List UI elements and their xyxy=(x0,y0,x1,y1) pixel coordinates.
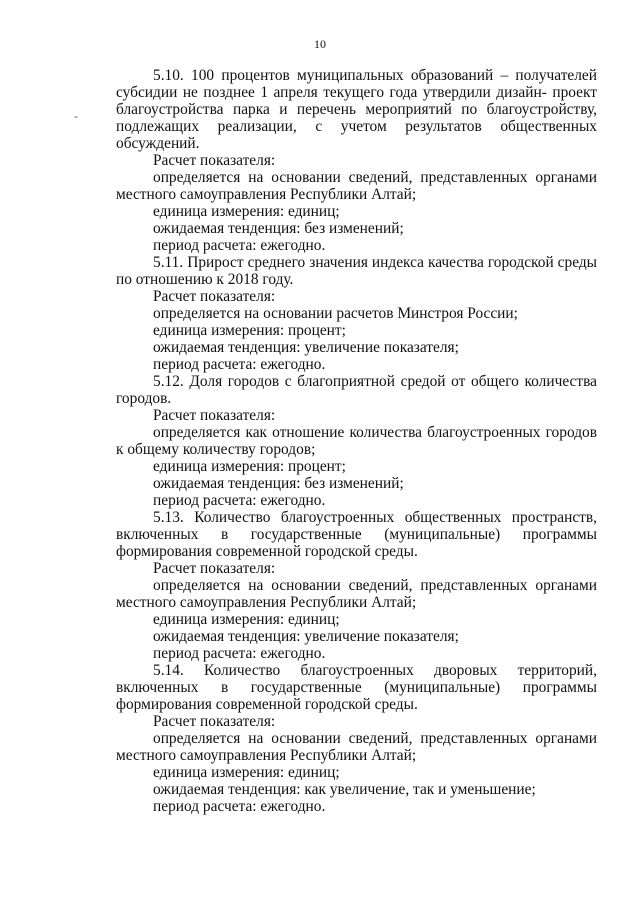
calculation-method: определяется как отношение количества благоустроенных городов к общему количеству городов; xyxy=(116,424,597,458)
section-paragraph-5-11: 5.11. Прирост среднего значения индекса качества городской среды по отношению к 2018 году. xyxy=(116,254,597,288)
calculation-method: определяется на основании сведений, представленных органами местного самоуправления Республики Алтай; xyxy=(116,577,597,611)
section-paragraph-5-12: 5.12. Доля городов с благоприятной средой от общего количества городов. xyxy=(116,373,597,407)
expected-trend: ожидаемая тенденция: без изменений; xyxy=(153,475,404,492)
document-body xyxy=(116,67,597,815)
expected-trend: ожидаемая тенденция: без изменений; xyxy=(153,220,404,237)
calculation-period: период расчета: ежегодно. xyxy=(153,798,326,815)
measurement-unit: единица измерения: процент; xyxy=(153,458,346,475)
calculation-heading: Расчет показателя: xyxy=(153,152,276,169)
measurement-unit: единица измерения: единиц; xyxy=(153,611,340,628)
calculation-period: период расчета: ежегодно. xyxy=(153,237,326,254)
calculation-heading: Расчет показателя: xyxy=(153,713,276,730)
calculation-heading: Расчет показателя: xyxy=(153,560,276,577)
section-paragraph-5-13: 5.13. Количество благоустроенных общественных пространств, включенных в государственные (муниципальные) программы формирования современной городской среды. xyxy=(116,509,597,560)
measurement-unit: единица измерения: единиц; xyxy=(153,203,340,220)
calculation-method: определяется на основании сведений, представленных органами местного самоуправления Республики Алтай; xyxy=(116,169,597,203)
calculation-period: период расчета: ежегодно. xyxy=(153,356,326,373)
expected-trend: ожидаемая тенденция: увеличение показателя; xyxy=(153,628,459,645)
calculation-heading: Расчет показателя: xyxy=(153,288,276,305)
measurement-unit: единица измерения: единиц; xyxy=(153,764,340,781)
calculation-method: определяется на основании расчетов Минстроя России; xyxy=(153,305,518,322)
expected-trend: ожидаемая тенденция: увеличение показателя; xyxy=(153,339,459,356)
calculation-method: определяется на основании сведений, представленных органами местного самоуправления Республики Алтай; xyxy=(116,730,597,764)
section-paragraph-5-10: 5.10. 100 процентов муниципальных образований – получателей субсидии не позднее 1 апреля текущего года утвердили дизайн- проект благоустройства парка и перечень мероприятий по благоустройству, подлежащих реализации, с учетом результатов общественных обсуждений. xyxy=(116,67,597,152)
measurement-unit: единица измерения: процент; xyxy=(153,322,346,339)
page-number: 10 xyxy=(314,37,326,51)
section-paragraph-5-14: 5.14. Количество благоустроенных дворовых территорий, включенных в государственные (муниципальные) программы формирования современной городской среды. xyxy=(116,662,597,713)
calculation-heading: Расчет показателя: xyxy=(153,407,276,424)
calculation-period: период расчета: ежегодно. xyxy=(153,645,326,662)
calculation-period: период расчета: ежегодно. xyxy=(153,492,326,509)
expected-trend: ожидаемая тенденция: как увеличение, так и уменьшение; xyxy=(153,781,536,798)
margin-mark: - xyxy=(74,109,78,123)
